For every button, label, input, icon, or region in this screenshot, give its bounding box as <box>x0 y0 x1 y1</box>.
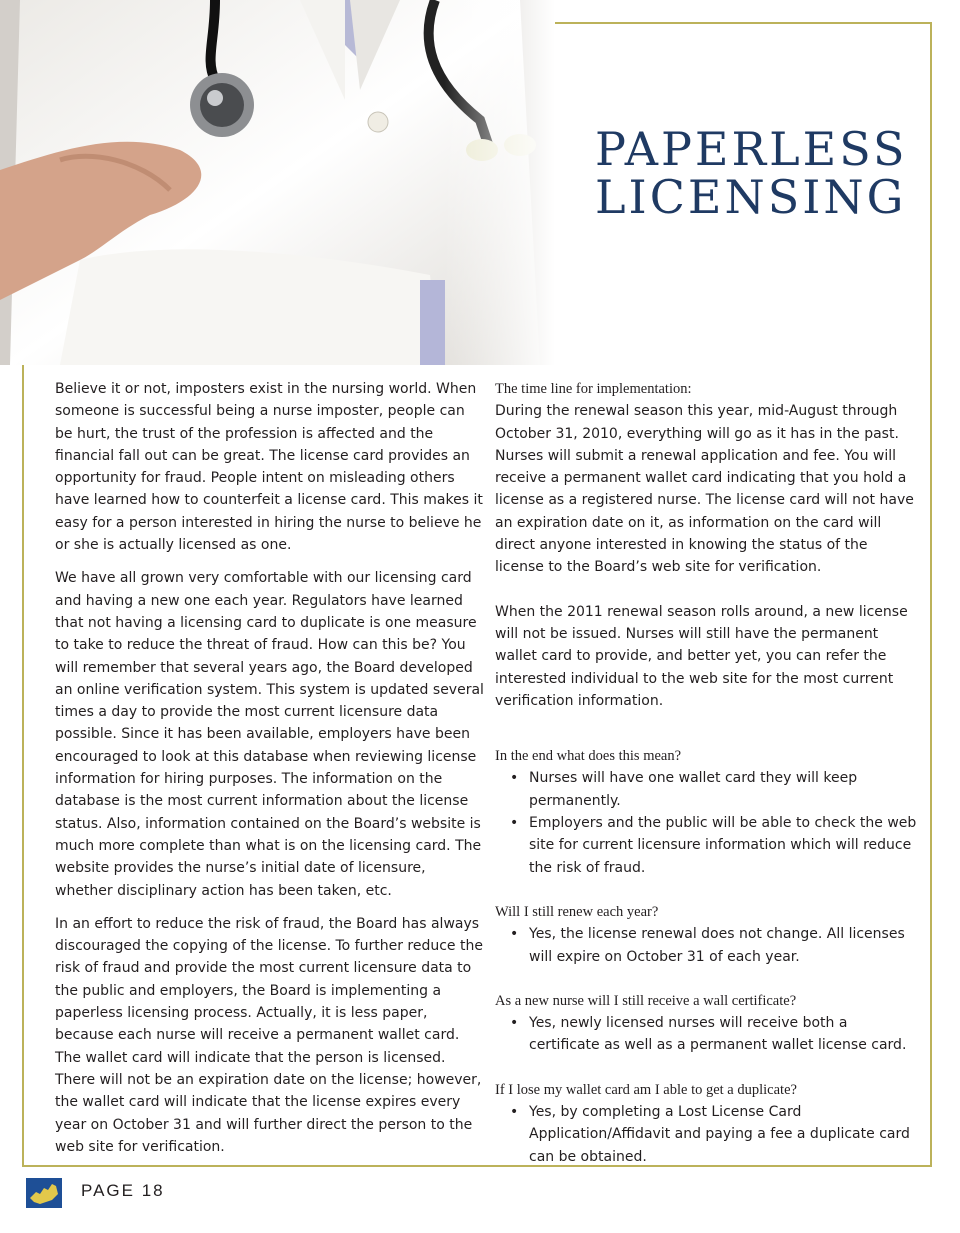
list-item: • Nurses will have one wallet card they will keep permanently. <box>495 767 920 812</box>
answer-list-end-meaning <box>495 767 920 878</box>
right-column <box>495 378 920 1168</box>
left-column <box>55 378 485 1169</box>
question-wall-certificate: As a new nurse will I still receive a wall certificate? <box>495 992 797 1009</box>
list-item: • Employers and the public will be able to check the web site for current licensure information which will reduce the risk of fraud. <box>495 812 920 879</box>
paragraph-imposters: Believe it or not, imposters exist in the nursing world. When someone is successful being a nurse imposter, people can be hurt, the trust of the profession is affected and the financial fall out can be great. The license card provides an opportunity for fraud. People intent on misleading others have learned how to counterfeit a license card. This makes it easy for a person interested in hiring the nurse to believe he or she is actually licensed as one. <box>55 381 483 554</box>
timeline-paragraph-1: During the renewal season this year, mid-August through October 31, 2010, everything will go as it has in the past. Nurses will submit a renewal application and fee. You will receive a permanent wallet card indicating that you hold a license as a registered nurse. The license card will not have an expiration date on it, as information on the card will direct anyone interested in knowing the status of the license to the Board’s web site for verification. <box>495 403 914 576</box>
answer-list-certificate <box>495 1012 920 1057</box>
list-item: • Yes, newly licensed nurses will receive both a certificate as well as a permanent wallet license card. <box>495 1012 920 1057</box>
timeline-paragraph-2: When the 2011 renewal season rolls around, a new license will not be issued. Nurses will still have the permanent wallet card to provide, and better yet, you can refer the interested individual to the web site for the most current verification information. <box>495 603 908 709</box>
doctor-illustration <box>0 0 555 365</box>
page-footer <box>26 1178 326 1208</box>
answer-list-lost-card <box>495 1101 920 1168</box>
page-title <box>595 122 915 224</box>
page-number: PAGE 18 <box>81 1181 165 1200</box>
title-line-1: PAPERLESS <box>595 122 908 176</box>
paragraph-licensing-card: We have all grown very comfortable with our licensing card and having a new one each year. Regulators have learned that not having a licensing card to duplicate is one measure to take to reduce the threat of fraud. How can this be? You will remember that several years ago, the Board developed an online verification system. This system is updated several times a day to provide the most current licensure data possible. Since it has been available, employers have been encouraged to look at this database when reviewing license information for hiring purposes. The information on the database is the most current information about the license status. Also, information contained on the Board’s website is much more complete than what is on the licensing card. The website provides the nurse’s initial date of licensure, whether disciplinary action has been taken, etc. <box>55 570 484 899</box>
question-lost-card: If I lose my wallet card am I able to get a duplicate? <box>495 1081 797 1098</box>
title-line-2: LICENSING <box>595 170 907 224</box>
list-item: • Yes, the license renewal does not change. All licenses will expire on October 31 of each year. <box>495 923 920 968</box>
question-end-meaning: In the end what does this mean? <box>495 748 682 765</box>
doctor-photo <box>0 0 555 365</box>
question-renew-each-year: Will I still renew each year? <box>495 903 659 920</box>
west-virginia-logo-icon <box>26 1178 62 1208</box>
list-item: • Yes, by completing a Lost License Card Application/Affidavit and paying a fee a duplicate card can be obtained. <box>495 1101 920 1168</box>
answer-list-renew <box>495 923 920 968</box>
paragraph-reduce-fraud: In an effort to reduce the risk of fraud, the Board has always discouraged the copying of the license. To further reduce the risk of fraud and provide the most current licensure data to the public and employers, the Board is implementing a paperless licensing process. Actually, it is less paper, because each nurse will receive a permanent wallet card. The wallet card will indicate that the person is licensed. There will not be an expiration date on the license; however, the wallet card will indicate that the license expires every year on October 31 and will further direct the person to the web site for verification. <box>55 915 483 1155</box>
timeline-heading: The time line for implementation: <box>495 381 692 397</box>
